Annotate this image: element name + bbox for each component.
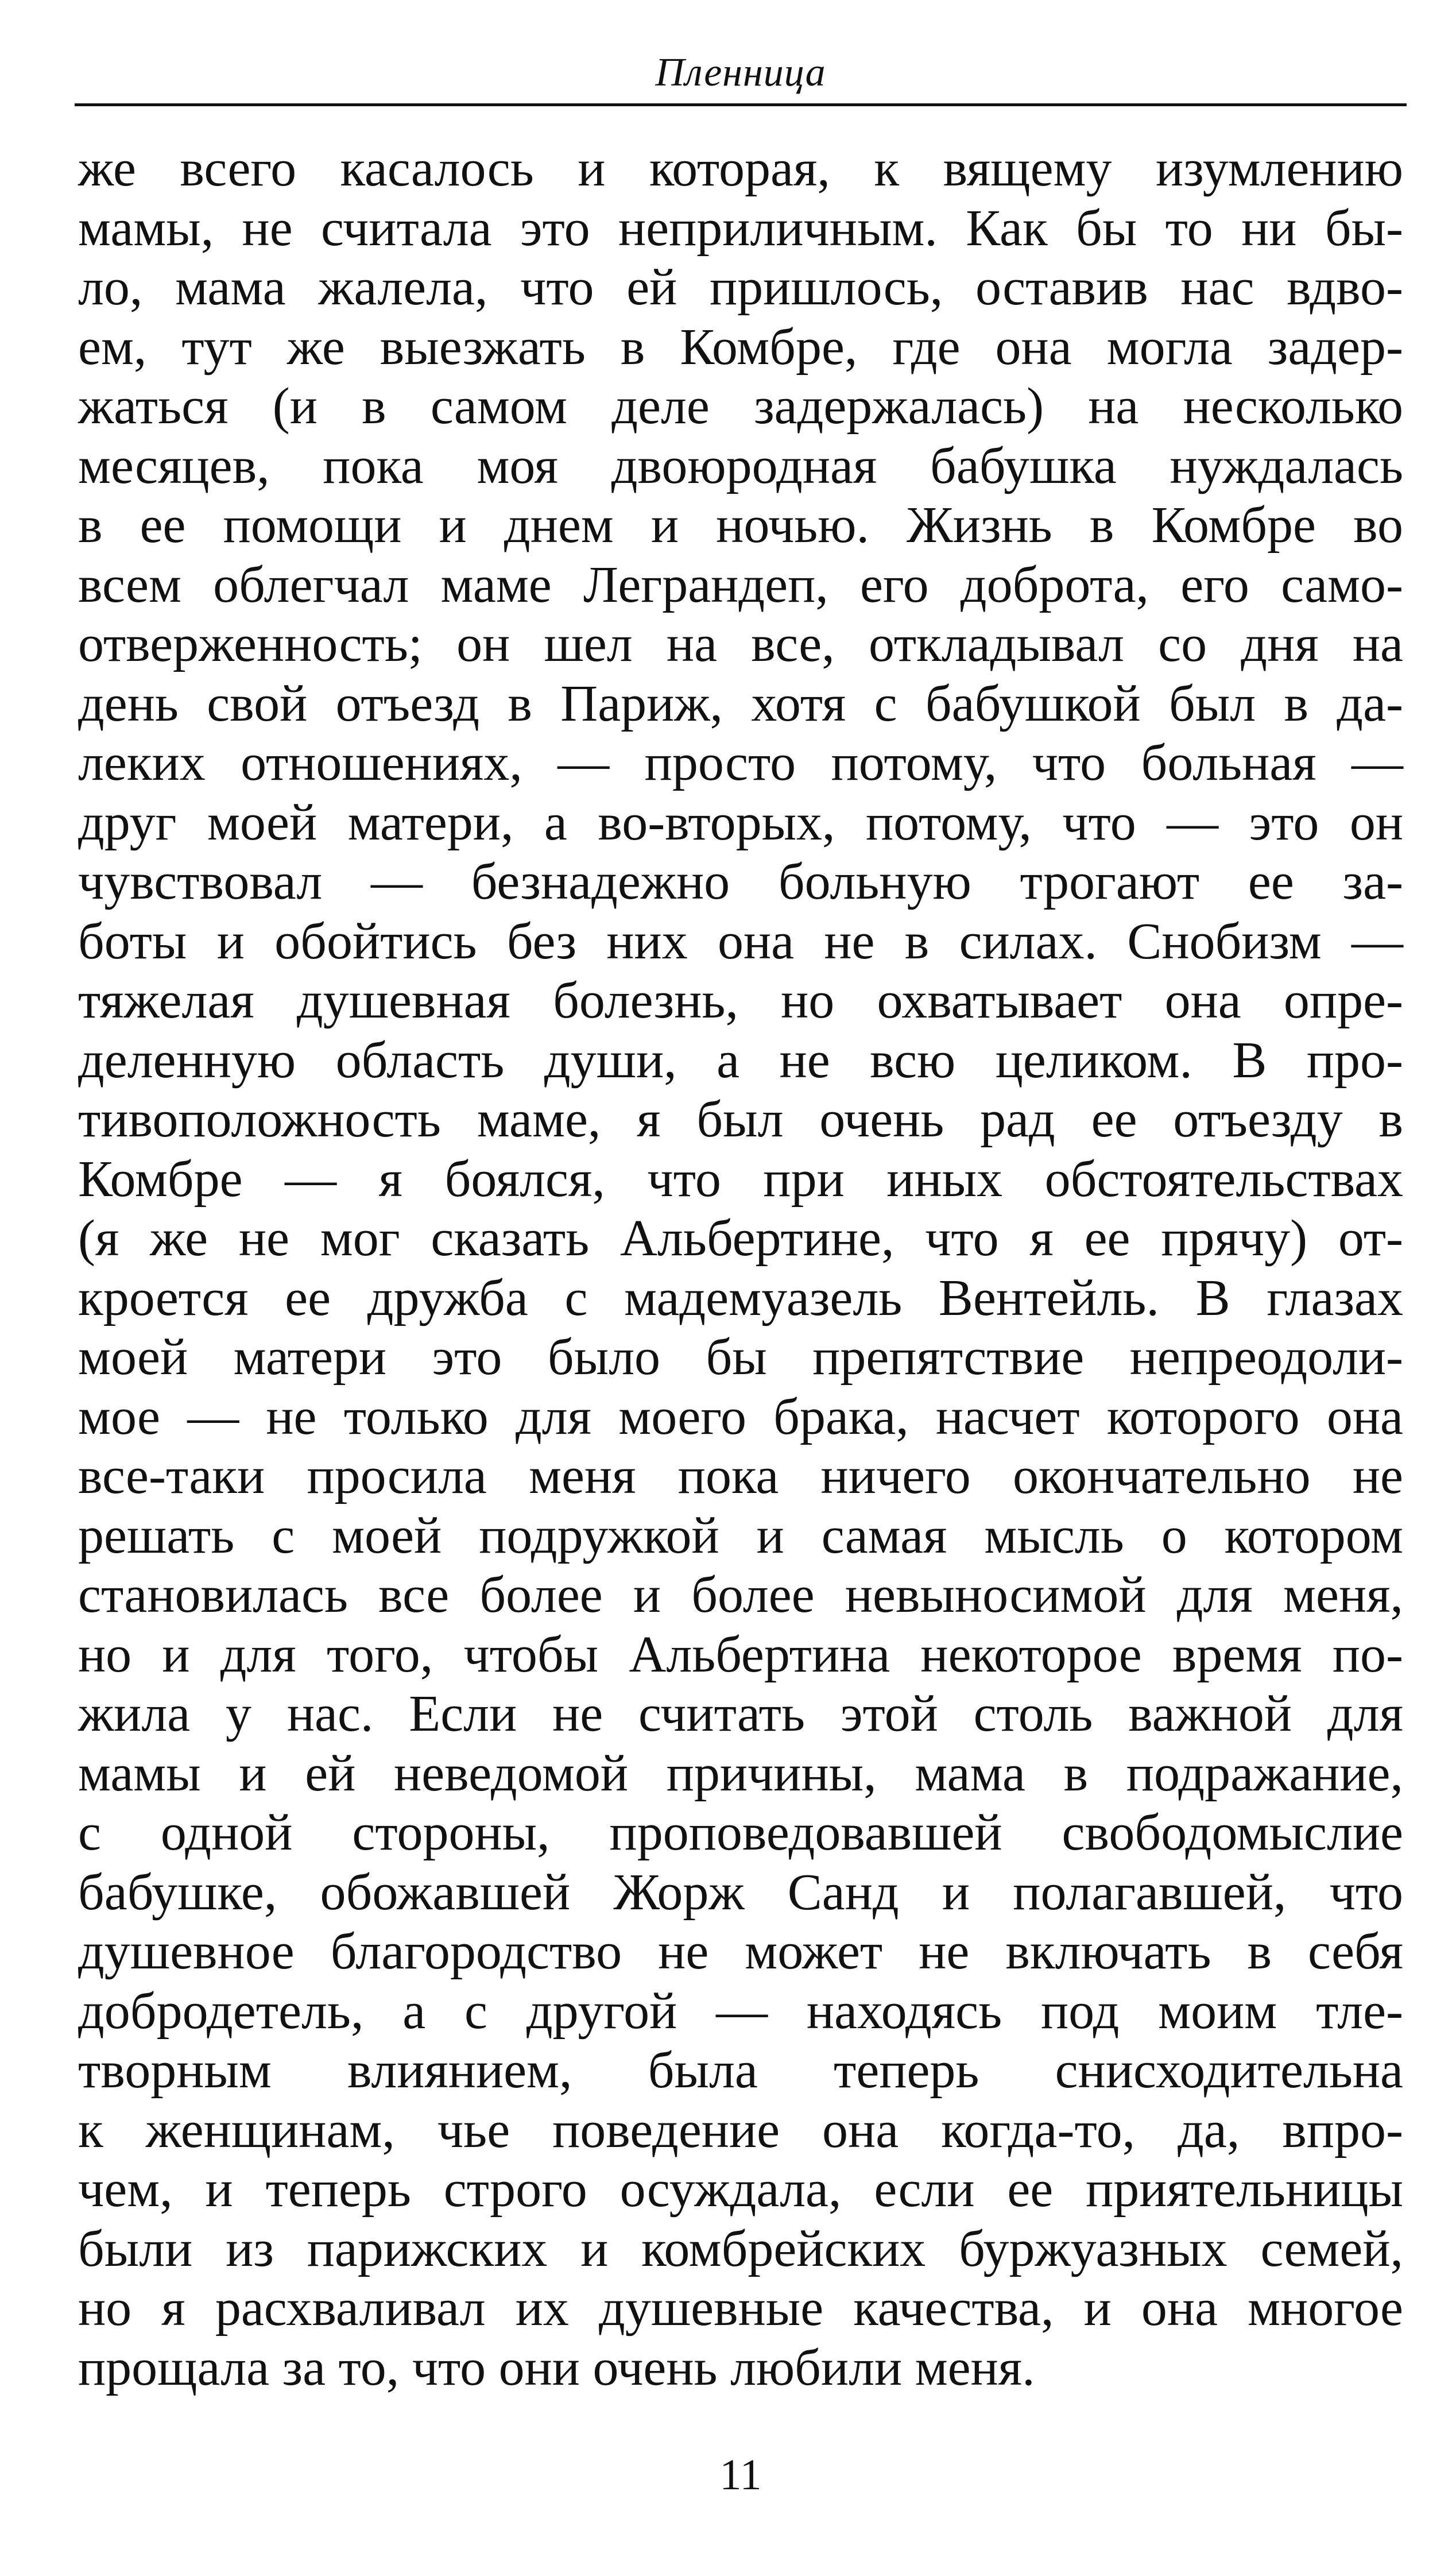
text-line: к женщинам, чье поведение она когда-то, да, впро- <box>78 2101 1403 2158</box>
text-line: деленную область души, а не всю целиком. В про- <box>78 1031 1403 1089</box>
running-title: Пленница <box>655 51 826 95</box>
text-line: отверженность; он шел на все, откладывал со дня на <box>78 616 1403 672</box>
text-line: в ее помощи и днем и ночью. Жизнь в Комбре во <box>78 497 1403 554</box>
text-line: все-таки просила меня пока ничего окончательно не <box>78 1448 1403 1504</box>
text-line: леких отношениях, — просто потому, что больная — <box>78 734 1403 791</box>
text-line: но я расхваливал их душевные качества, и она многое <box>78 2280 1403 2336</box>
text-line: душевное благородство не может не включать в себя <box>78 1923 1403 1980</box>
text-line: мамы и ей неведомой причины, мама в подражание, <box>78 1744 1403 1802</box>
text-line: тяжелая душевная болезнь, но охватывает она опре- <box>78 972 1403 1029</box>
text-line: становилась все более и более невыносимой для меня, <box>78 1566 1403 1623</box>
text-line: решать с моей подружкой и самая мысль о котором <box>78 1507 1403 1564</box>
text-line: ем, тут же выезжать в Комбре, где она могла задер- <box>78 318 1403 376</box>
text-line: моей матери это было бы препятствие непреодоли- <box>78 1329 1403 1386</box>
text-line: жаться (и в самом деле задержалась) на несколько <box>78 378 1403 435</box>
text-line: чем, и теперь строго осуждала, если ее приятельницы <box>78 2161 1403 2218</box>
text-line: но и для того, чтобы Альбертина некоторое время по- <box>78 1626 1403 1683</box>
text-line: же всего касалось и которая, к вящему изумлению <box>78 140 1403 197</box>
text-line: кроется ее дружба с мадемуазель Вентейль. В глазах <box>78 1269 1403 1326</box>
text-line: месяцев, пока моя двоюродная бабушка нуждалась <box>78 437 1403 494</box>
header-rule <box>75 103 1407 106</box>
text-line: жила у нас. Если не считать этой столь важной для <box>78 1685 1403 1742</box>
text-line: Комбре — я боялся, что при иных обстоятельствах <box>78 1150 1403 1208</box>
text-line: (я же не мог сказать Альбертине, что я ее прячу) от- <box>78 1210 1403 1267</box>
text-line: мое — не только для моего брака, насчет которого она <box>78 1388 1403 1445</box>
text-line: друг моей матери, а во-вторых, потому, что — это он <box>78 794 1403 851</box>
page-number: 11 <box>719 2451 762 2499</box>
text-line: ло, мама жалела, что ей пришлось, оставив нас вдво- <box>78 259 1403 316</box>
text-line: чувствовал — безнадежно больную трогают ее за- <box>78 853 1403 910</box>
text-line: были из парижских и комбрейских буржуазных семей, <box>78 2220 1403 2277</box>
body-text <box>78 139 1403 2397</box>
text-line: мамы, не считала это неприличным. Как бы то ни бы- <box>78 199 1403 257</box>
text-line: день свой отъезд в Париж, хотя с бабушкой был в да- <box>78 675 1403 732</box>
text-line: всем облегчал маме Леграндеп, его доброта, его само- <box>78 556 1403 613</box>
text-line: с одной стороны, проповедовавшей свободомыслие <box>78 1804 1403 1861</box>
text-line: бабушке, обожавшей Жорж Санд и полагавшей, что <box>78 1863 1403 1921</box>
text-line: боты и обойтись без них она не в силах. Снобизм — <box>78 912 1403 970</box>
text-line: тивоположность маме, я был очень рад ее отъезду в <box>78 1091 1403 1148</box>
text-line: творным влиянием, была теперь снисходительна <box>78 2042 1403 2099</box>
text-line: прощала за то, что они очень любили меня. <box>78 2339 1035 2396</box>
text-line: добродетель, а с другой — находясь под моим тле- <box>78 1982 1403 2040</box>
